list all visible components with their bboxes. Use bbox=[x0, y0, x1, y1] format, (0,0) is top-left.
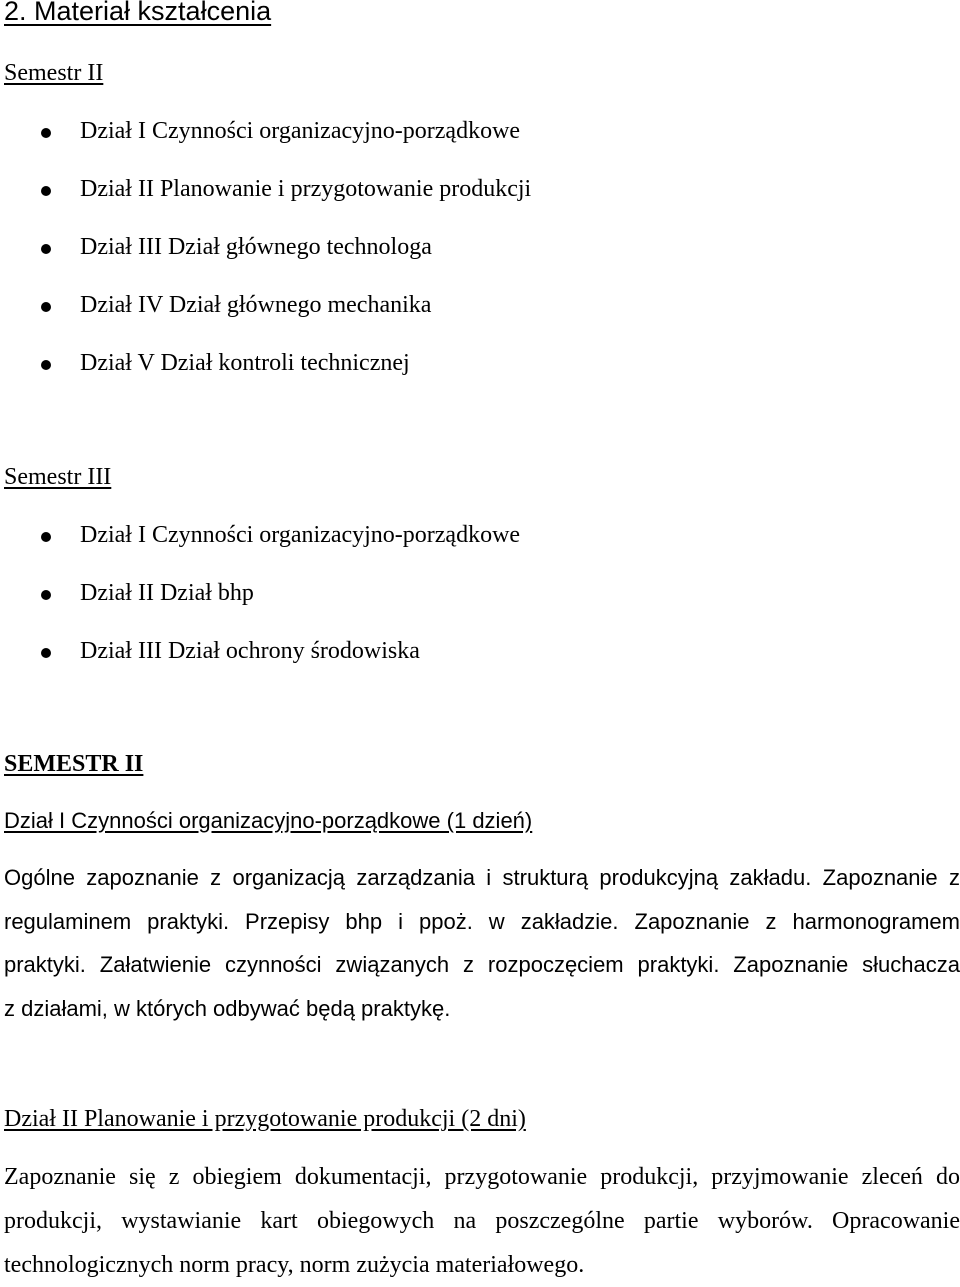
paragraph-line: produkcji, wystawianie kart obiegowych na poszczególne partie wyborów. Opracowanie bbox=[4, 1208, 960, 1234]
paragraph-line: praktyki. Załatwienie czynności związanych z rozpoczęciem praktyki. Zapoznanie słuchacza bbox=[4, 952, 960, 977]
bullet-icon bbox=[41, 532, 51, 542]
list-item: Dział I Czynności organizacyjno-porządkowe bbox=[80, 522, 521, 548]
bullet-icon bbox=[41, 302, 51, 312]
detail-semester-label: SEMESTR II bbox=[4, 751, 144, 777]
list-item: Dział II Dział bhp bbox=[80, 580, 254, 606]
paragraph-line: technologicznych norm pracy, norm zużycia materiałowego. bbox=[4, 1252, 585, 1278]
bullet-icon bbox=[41, 360, 51, 370]
semester-iii-label: Semestr III bbox=[4, 464, 112, 490]
section-1-paragraph bbox=[4, 856, 960, 1030]
bullet-icon bbox=[41, 128, 51, 138]
bullet-icon bbox=[41, 648, 51, 658]
paragraph-line: Zapoznanie się z obiegiem dokumentacji, przygotowanie produkcji, przyjmowanie zleceń do bbox=[4, 1164, 960, 1190]
section-2-title: Dział II Planowanie i przygotowanie produkcji (2 dni) bbox=[4, 1106, 526, 1132]
paragraph-line: z działami, w których odbywać będą praktykę. bbox=[4, 995, 451, 1021]
semester-ii-label: Semestr II bbox=[4, 60, 104, 86]
paragraph-line: regulaminem praktyki. Przepisy bhp i ppoż. w zakładzie. Zapoznanie z harmonogramem bbox=[4, 908, 960, 934]
list-item: Dział III Dział głównego technologa bbox=[80, 234, 432, 260]
bullet-icon bbox=[41, 590, 51, 600]
section-2-paragraph bbox=[4, 1155, 960, 1287]
list-item: Dział II Planowanie i przygotowanie produkcji bbox=[80, 176, 532, 202]
list-item: Dział IV Dział głównego mechanika bbox=[80, 292, 432, 318]
bullet-icon bbox=[41, 186, 51, 196]
list-item: Dział I Czynności organizacyjno-porządkowe bbox=[80, 118, 521, 144]
section-1-title: Dział I Czynności organizacyjno-porządkowe (1 dzień) bbox=[4, 808, 533, 833]
list-item: Dział V Dział kontroli technicznej bbox=[80, 350, 410, 376]
bullet-icon bbox=[41, 244, 51, 254]
document-heading: 2. Materiał kształcenia bbox=[4, 0, 272, 26]
list-item: Dział III Dział ochrony środowiska bbox=[80, 638, 420, 664]
paragraph-line: Ogólne zapoznanie z organizacją zarządzania i strukturą produkcyjną zakładu. Zapoznanie z bbox=[4, 865, 960, 890]
